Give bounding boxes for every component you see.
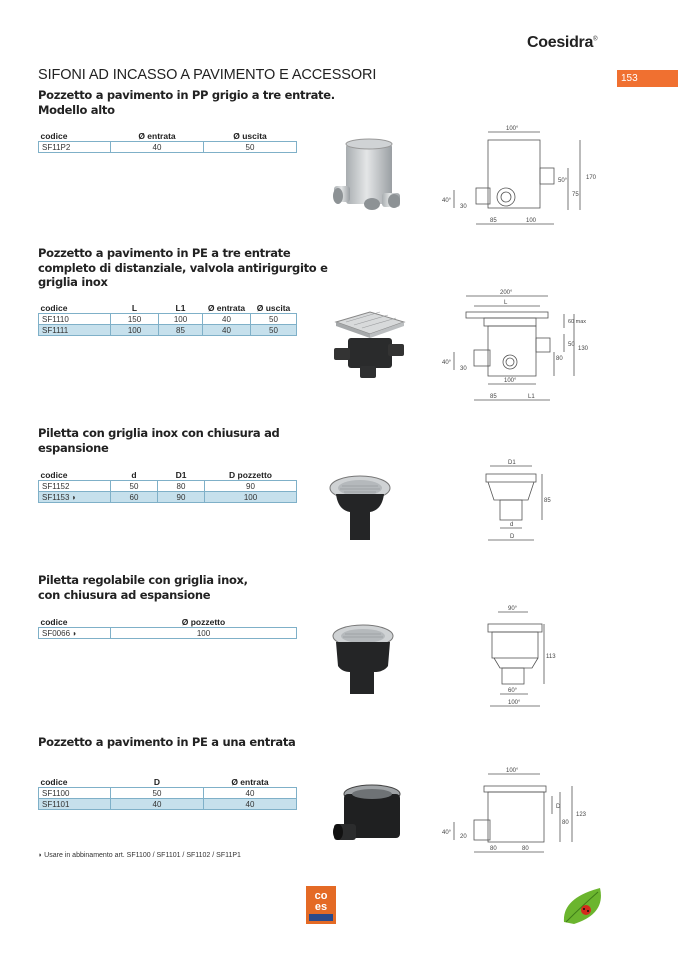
table-row: SF1110 150 100 40 50 [39, 314, 297, 325]
col-header: codice [40, 302, 68, 313]
table-row: SF1100 50 40 [39, 788, 297, 799]
svg-text:30: 30 [460, 204, 467, 210]
brand-logo: Coesidra® [527, 34, 598, 51]
svg-text:100°: 100° [508, 700, 521, 706]
svg-text:90°: 90° [508, 606, 518, 612]
spec-table-5 [38, 776, 297, 810]
table-row: SF1152 50 80 90 [39, 481, 297, 492]
svg-text:85: 85 [544, 498, 551, 504]
product-photo-sf11p2 [332, 138, 412, 218]
svg-text:113: 113 [546, 654, 556, 660]
technical-drawing-4 [476, 602, 576, 712]
spec-table-2 [38, 302, 297, 336]
col-header: D1 [175, 469, 187, 480]
col-header: Ø entrata [207, 302, 246, 313]
svg-text:75: 75 [572, 192, 579, 198]
svg-text:100°: 100° [506, 126, 519, 132]
svg-text:60°: 60° [508, 688, 518, 694]
svg-text:L: L [504, 300, 508, 306]
page-number-tab: 153 [617, 70, 678, 87]
table-row: SF1111 100 85 40 50 [39, 325, 297, 336]
svg-text:60 max: 60 max [568, 319, 587, 325]
coes-logo [306, 886, 336, 924]
col-header: codice [40, 776, 68, 787]
spec-table-3 [38, 469, 297, 503]
svg-text:50: 50 [568, 342, 575, 348]
col-header: d [131, 469, 137, 480]
svg-text:50°: 50° [558, 178, 568, 184]
section-title-1: Pozzetto a pavimento in PP grigio a tre entrate. Modello alto [38, 88, 335, 117]
col-header: Ø pozzetto [181, 616, 226, 627]
col-header: codice [40, 130, 68, 141]
col-header: D [153, 776, 161, 787]
svg-text:85: 85 [490, 218, 497, 224]
section-title-2: Pozzetto a pavimento in PE a tre entrate completo di distanziale, valvola antirigurgito e griglia inox [38, 246, 328, 289]
svg-text:80: 80 [522, 846, 529, 852]
spec-table-1 [38, 130, 297, 153]
svg-text:80: 80 [556, 356, 563, 362]
svg-text:L1: L1 [528, 394, 535, 400]
svg-text:100°: 100° [506, 768, 519, 774]
svg-text:85: 85 [490, 394, 497, 400]
svg-text:co: co [314, 890, 328, 902]
col-header: codice [40, 469, 68, 480]
svg-text:d: d [510, 522, 514, 528]
spec-table-4 [38, 616, 297, 639]
col-header: Ø entrata [138, 130, 176, 141]
svg-text:100: 100 [526, 218, 537, 224]
svg-text:40°: 40° [442, 198, 452, 204]
svg-text:20: 20 [460, 834, 467, 840]
svg-text:130: 130 [578, 346, 589, 352]
svg-text:200°: 200° [500, 290, 513, 296]
col-header: L [131, 302, 138, 313]
technical-drawing-2 [440, 288, 610, 406]
product-photo-sf1110 [330, 308, 410, 380]
svg-text:100°: 100° [504, 378, 517, 384]
technical-drawing-3 [470, 456, 570, 548]
table-row: SF1101 40 40 [39, 799, 297, 810]
technical-drawing-1 [440, 124, 610, 232]
svg-text:D: D [556, 804, 561, 810]
technical-drawing-5 [440, 766, 600, 856]
product-photo-sf1100 [330, 780, 404, 856]
svg-text:80: 80 [562, 820, 569, 826]
section-title-5: Pozzetto a pavimento in PE a una entrata [38, 735, 296, 749]
page-title: SIFONI AD INCASSO A PAVIMENTO E ACCESSORI [38, 67, 377, 83]
svg-text:80: 80 [490, 846, 497, 852]
svg-text:30: 30 [460, 366, 467, 372]
section-title-4: Piletta regolabile con griglia inox, con chiusura ad espansione [38, 573, 248, 602]
col-header: Ø uscita [256, 302, 291, 313]
product-photo-sf0066 [330, 622, 396, 696]
svg-text:123: 123 [576, 812, 587, 818]
col-header: L1 [175, 302, 186, 313]
table-row: SF11P2 40 50 [39, 142, 297, 153]
svg-text:170: 170 [586, 175, 597, 181]
svg-text:40°: 40° [442, 360, 452, 366]
footnote: ◗ Usare in abbinamento art. SF1100 / SF1101 / SF1102 / SF11P1 [38, 852, 241, 859]
col-header: Ø uscita [233, 130, 267, 141]
product-photo-sf1152 [328, 474, 392, 542]
svg-text:es: es [314, 901, 328, 913]
col-header: D pozzetto [229, 469, 272, 480]
svg-text:D1: D1 [508, 460, 516, 466]
table-row: SF0066 ◗ 100 [39, 628, 297, 639]
col-header: Ø entrata [231, 776, 269, 787]
col-header: codice [40, 616, 68, 627]
leaf-ladybug-icon [560, 884, 608, 928]
svg-text:D: D [510, 534, 515, 540]
svg-text:40°: 40° [442, 830, 452, 836]
table-row: SF1153 ◗ 60 90 100 [39, 492, 297, 503]
section-title-3: Piletta con griglia inox con chiusura ad espansione [38, 426, 280, 455]
